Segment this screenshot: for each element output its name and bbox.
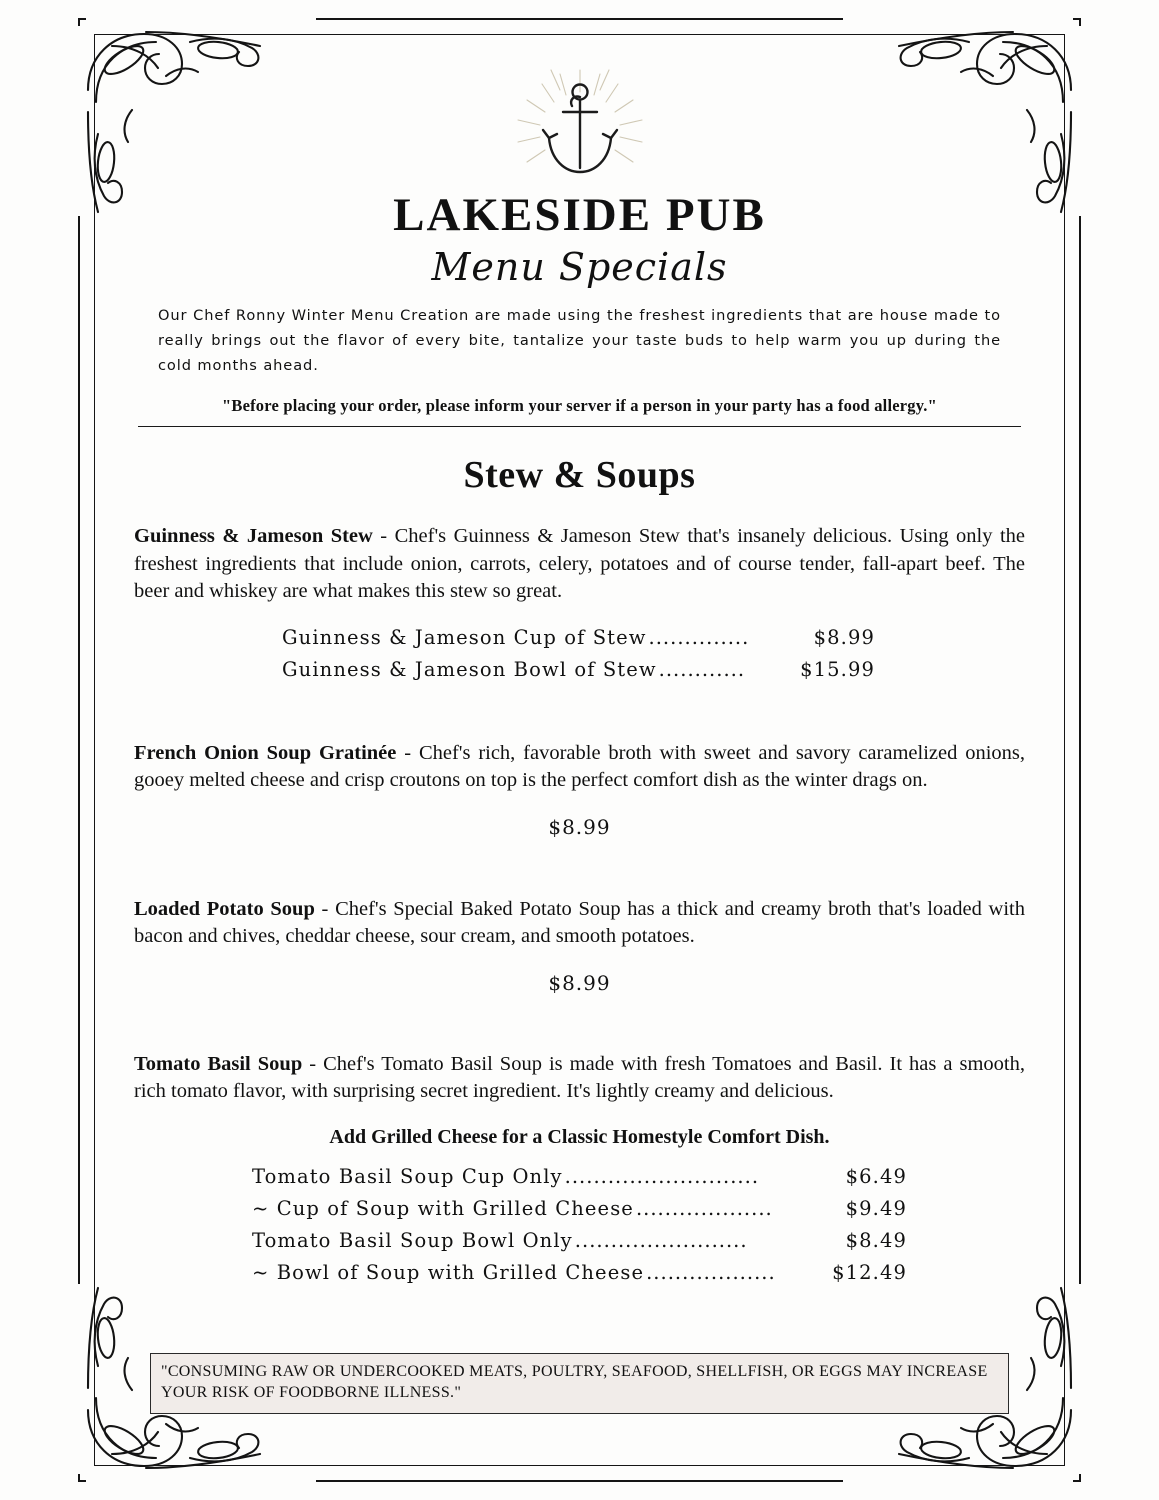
menu-item bbox=[134, 1051, 1025, 1284]
price-dots: .................. bbox=[646, 1261, 776, 1285]
price-row bbox=[134, 658, 1025, 681]
price-row bbox=[134, 1197, 1025, 1220]
anchor-icon bbox=[465, 64, 695, 190]
menu-item-separator: - bbox=[302, 1053, 324, 1076]
price-label: Guinness & Jameson Cup of Stew bbox=[282, 625, 647, 649]
spacer bbox=[134, 1001, 1025, 1031]
footer-disclaimer: "CONSUMING RAW OR UNDERCOOKED MEATS, POULTRY, SEAFOOD, SHELLFISH, OR EGGS MAY INCREASE YOUR RISK OF FOODBORNE ILLNESS." bbox=[150, 1353, 1009, 1414]
price-label: Tomato Basil Soup Bowl Only bbox=[252, 1229, 573, 1253]
menu-item-text: Chef's Special Baked Potato Soup has a thick and creamy broth that's loaded with bacon and chives, cheddar cheese, sour cream, and smooth potatoes. bbox=[134, 897, 1025, 947]
price-row bbox=[134, 626, 1025, 649]
price-value: $12.49 bbox=[832, 1261, 907, 1285]
menu-item-text: Chef's Tomato Basil Soup is made with fresh Tomatoes and Basil. It has a smooth, rich tomato flavor, with surprising secret ingredient. It's lightly creamy and delicious. bbox=[134, 1053, 1025, 1103]
price-label: ~ Cup of Soup with Grilled Cheese bbox=[252, 1197, 634, 1221]
price-label: Guinness & Jameson Bowl of Stew bbox=[282, 657, 657, 681]
menu-item-description bbox=[134, 523, 1025, 605]
price-value: $8.99 bbox=[548, 815, 611, 840]
price-dots: ........................ bbox=[574, 1229, 748, 1253]
menu-item-name: Tomato Basil Soup bbox=[134, 1053, 303, 1076]
menu-item bbox=[134, 896, 1025, 995]
menu-item-text: Chef's rich, favorable broth with sweet and savory caramelized onions, gooey melted cheese and crisp croutons on top is the perfect comfort dish as the winter drags on. bbox=[134, 742, 1025, 792]
price-label: Tomato Basil Soup Cup Only bbox=[252, 1165, 563, 1189]
section-title: Stew & Soups bbox=[463, 454, 696, 497]
menu-item-description bbox=[134, 1051, 1025, 1106]
menu-item-name: Loaded Potato Soup bbox=[134, 897, 315, 920]
price-dots: ............ bbox=[658, 657, 746, 681]
divider bbox=[138, 426, 1021, 427]
menu-item bbox=[134, 523, 1025, 680]
menu-item-separator: - bbox=[396, 742, 419, 765]
price-label: ~ Bowl of Soup with Grilled Cheese bbox=[252, 1261, 645, 1285]
menu-item-text: Chef's Guinness & Jameson Stew that's insanely delicious. Using only the freshest ingredients that include onion, carrots, celery, potatoes and of course tender, fall-apart beef. The beer and whiskey are what makes this stew so great. bbox=[134, 525, 1026, 602]
menu-item-addon: Add Grilled Cheese for a Classic Homestyle Comfort Dish. bbox=[329, 1126, 830, 1149]
price-list bbox=[134, 626, 1025, 681]
logo bbox=[134, 64, 1025, 190]
menu-item-separator: - bbox=[372, 525, 395, 548]
intro-paragraph: Our Chef Ronny Winter Menu Creation are made using the freshest ingredients that are house made to really brings out the flavor of every bite, tantalize your taste buds to help warm you up during the cold months ahead. bbox=[158, 307, 1001, 375]
menu-item-description bbox=[134, 740, 1025, 795]
price-value: $6.49 bbox=[845, 1165, 907, 1189]
allergy-notice: "Before placing your order, please inform your server if a person in your party has a food allergy." bbox=[222, 396, 937, 416]
price-value: $8.99 bbox=[548, 970, 611, 995]
menu-item-name: French Onion Soup Gratinée bbox=[134, 742, 397, 765]
price-row bbox=[134, 1261, 1025, 1284]
price-list bbox=[134, 1165, 1025, 1284]
price-dots: ................... bbox=[635, 1197, 773, 1221]
price-value: $8.99 bbox=[813, 625, 875, 649]
menu-content bbox=[134, 48, 1025, 1452]
price-row bbox=[134, 1165, 1025, 1188]
spacer bbox=[134, 845, 1025, 875]
price-value: $15.99 bbox=[800, 657, 875, 681]
menu-item bbox=[134, 740, 1025, 839]
menu-item-separator: - bbox=[314, 897, 336, 920]
price-dots: .............. bbox=[648, 625, 750, 649]
menu-item-description bbox=[134, 896, 1025, 951]
price-dots: ........................... bbox=[564, 1165, 760, 1189]
brand-title: LAKESIDE PUB bbox=[393, 189, 766, 241]
price-value: $9.49 bbox=[845, 1197, 907, 1221]
menu-item-name: Guinness & Jameson Stew bbox=[134, 525, 373, 548]
spacer bbox=[134, 690, 1025, 720]
price-row bbox=[134, 1229, 1025, 1252]
price-value: $8.49 bbox=[845, 1229, 907, 1253]
brand-subtitle: Menu Specials bbox=[431, 245, 728, 289]
